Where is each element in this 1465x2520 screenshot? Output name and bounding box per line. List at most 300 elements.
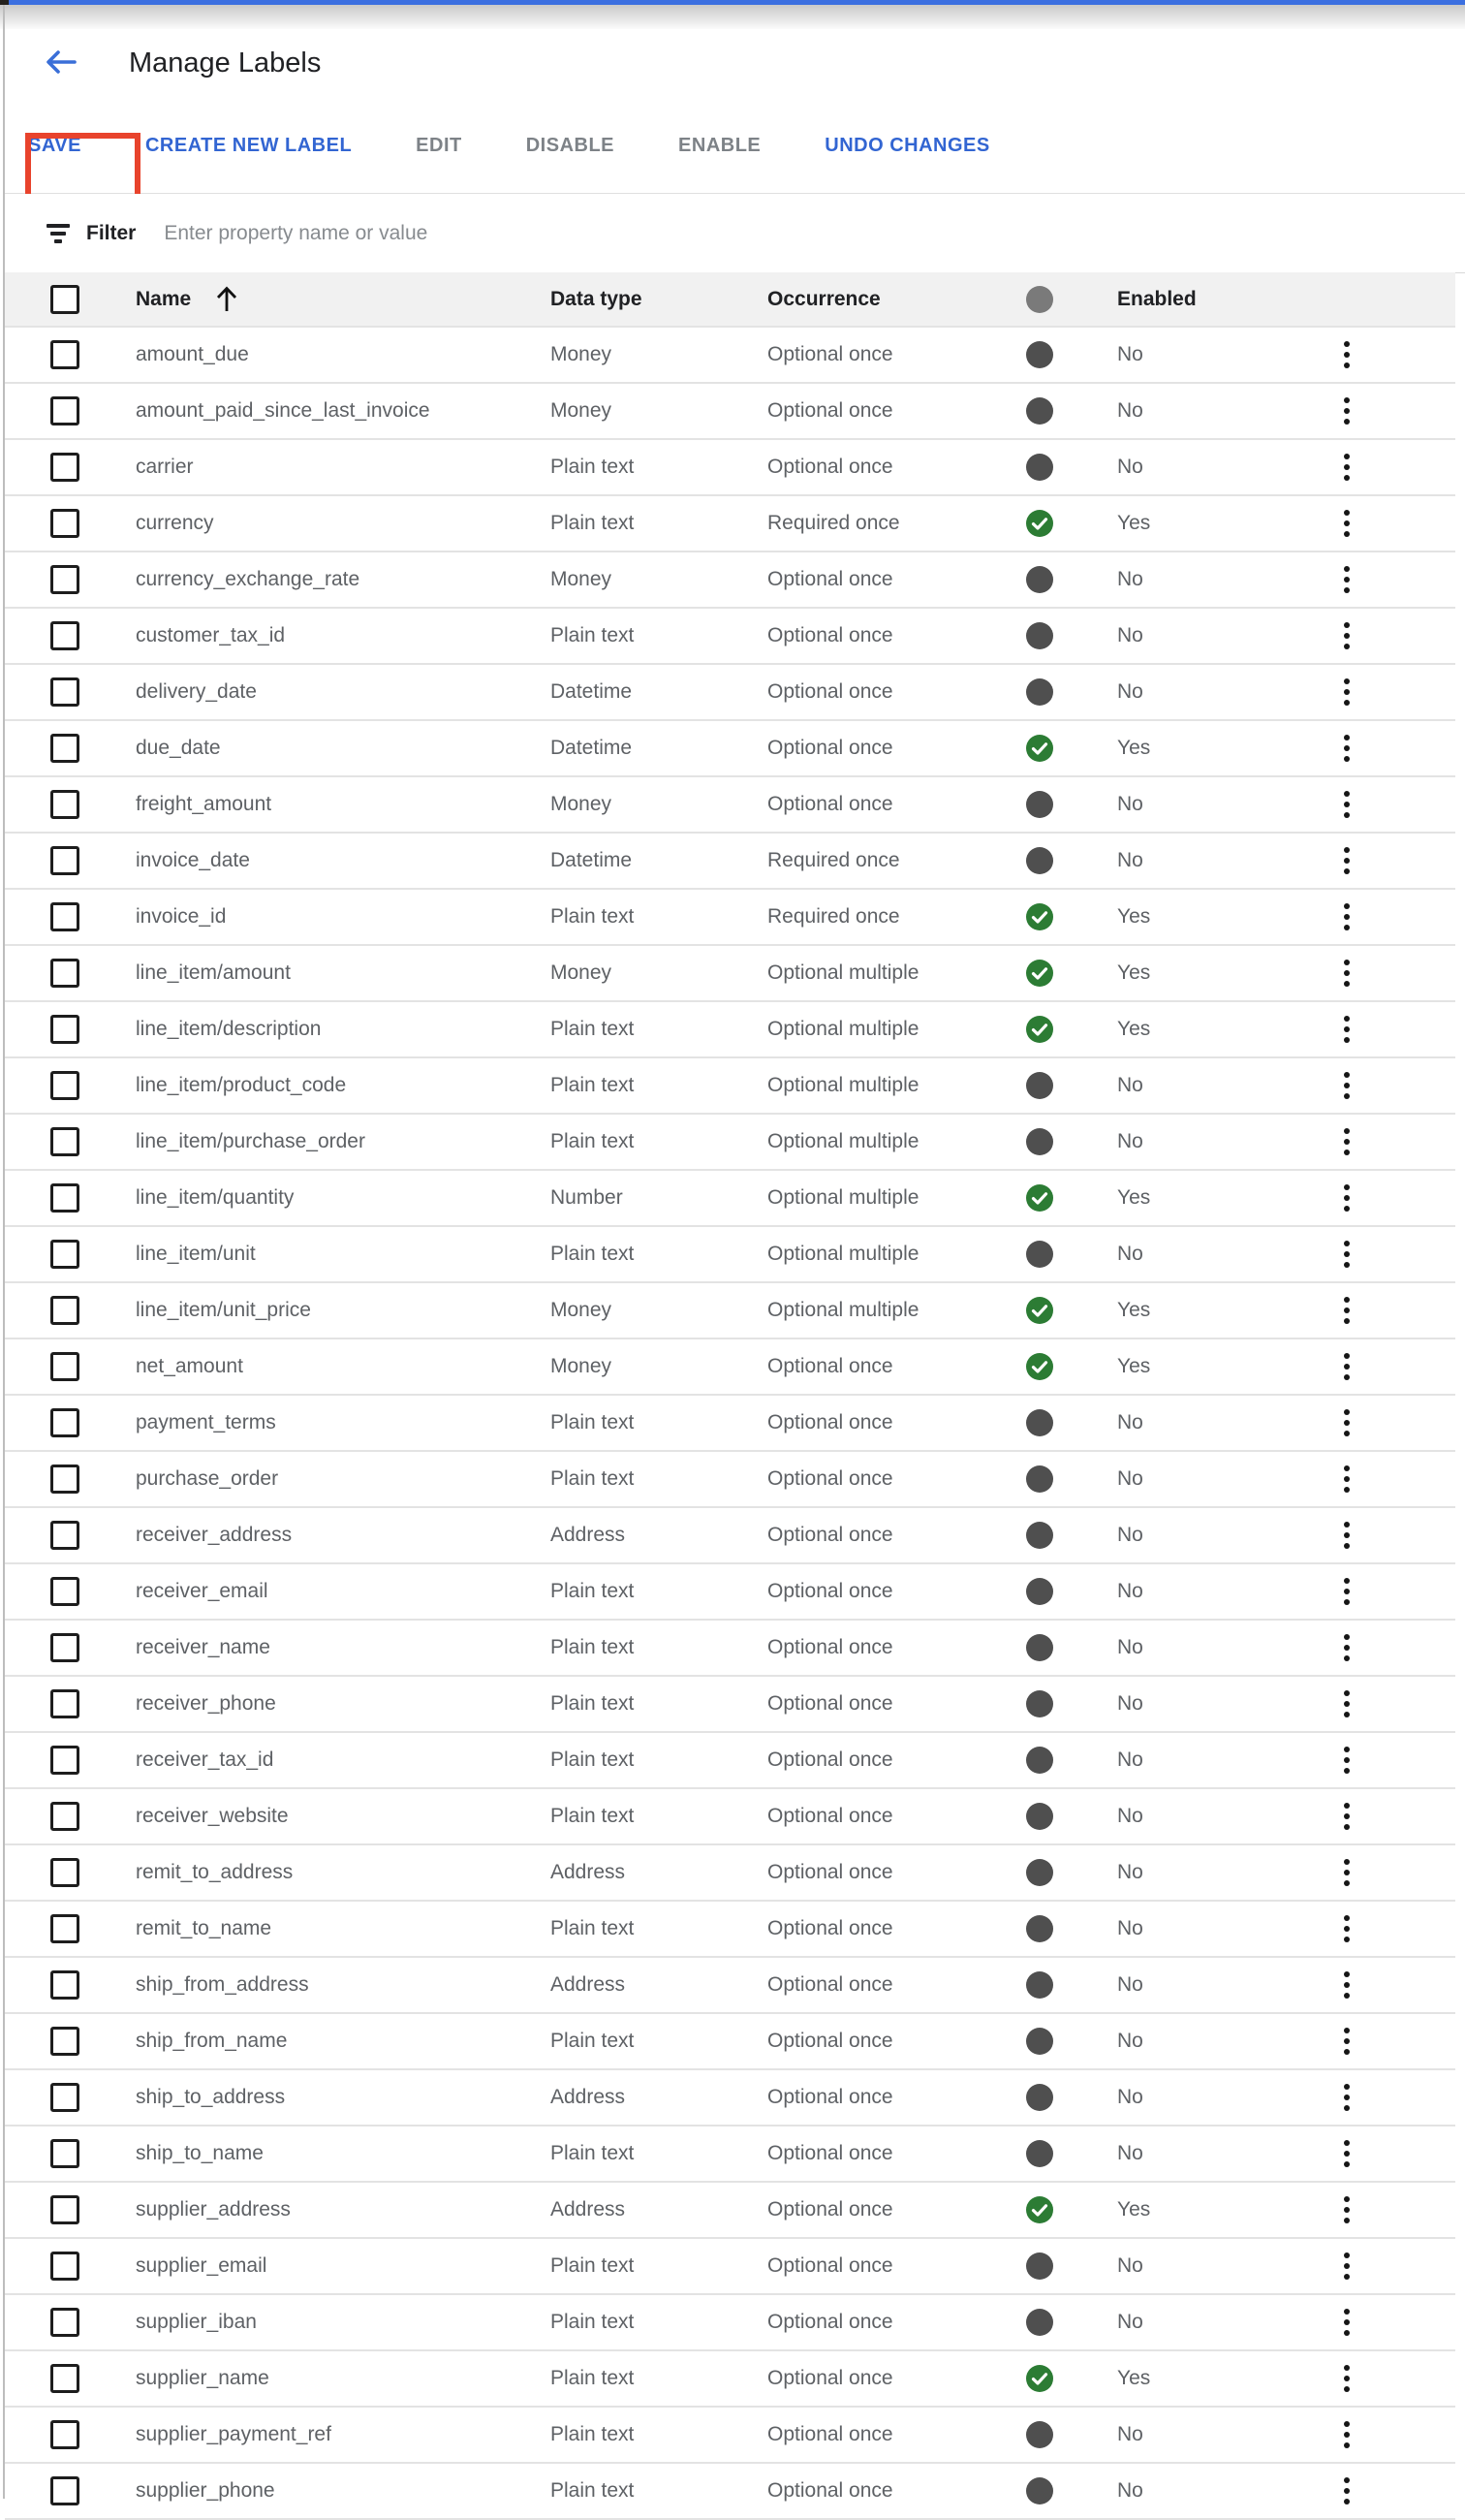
- label-data-type: Plain text: [550, 1805, 635, 1827]
- row-menu-button[interactable]: [1327, 1176, 1366, 1220]
- status-disabled-icon: [1026, 1578, 1053, 1605]
- row-checkbox-cell: [50, 2195, 79, 2224]
- label-data-type: Plain text: [550, 1636, 635, 1658]
- label-data-type: Money: [550, 399, 612, 422]
- row-checkbox[interactable]: [50, 790, 79, 819]
- status-cell: [1026, 2028, 1053, 2055]
- row-checkbox-cell: [50, 2308, 79, 2337]
- enabled-value: No: [1117, 2142, 1143, 2164]
- row-menu-button[interactable]: [1327, 1457, 1366, 1501]
- status-enabled-icon: [1026, 2365, 1053, 2392]
- enabled-value: Yes: [1117, 1186, 1151, 1209]
- label-occurrence: Optional once: [767, 680, 893, 703]
- status-disabled-icon: [1026, 1803, 1053, 1830]
- table-row: [5, 1677, 1455, 1733]
- label-name: ship_from_name: [136, 2030, 288, 2052]
- row-checkbox[interactable]: [50, 2252, 79, 2281]
- enabled-value: No: [1117, 343, 1143, 365]
- label-occurrence: Optional once: [767, 2423, 893, 2445]
- row-checkbox-cell: [50, 1914, 79, 1943]
- label-data-type: Plain text: [550, 512, 635, 534]
- status-cell: [1026, 2365, 1053, 2392]
- status-cell: [1026, 510, 1053, 537]
- row-checkbox-cell: [50, 621, 79, 650]
- label-data-type: Plain text: [550, 2254, 635, 2277]
- enabled-value: No: [1117, 1243, 1143, 1265]
- row-checkbox[interactable]: [50, 1465, 79, 1494]
- label-data-type: Plain text: [550, 1467, 635, 1490]
- save-button[interactable]: SAVE: [28, 134, 81, 156]
- row-checkbox[interactable]: [50, 1858, 79, 1887]
- row-checkbox[interactable]: [50, 1746, 79, 1775]
- table-row: [5, 2126, 1455, 2183]
- status-cell: [1026, 1634, 1053, 1661]
- row-checkbox[interactable]: [50, 2139, 79, 2168]
- status-cell: [1026, 2477, 1053, 2504]
- status-disabled-icon: [1026, 847, 1053, 874]
- label-name: delivery_date: [136, 680, 257, 703]
- edit-button[interactable]: EDIT: [416, 134, 462, 156]
- table-row: [5, 440, 1455, 496]
- status-cell: [1026, 397, 1053, 425]
- row-checkbox[interactable]: [50, 1240, 79, 1269]
- enabled-value: No: [1117, 399, 1143, 422]
- label-name: supplier_address: [136, 2198, 291, 2221]
- label-name: invoice_id: [136, 905, 227, 928]
- label-occurrence: Optional multiple: [767, 1130, 920, 1152]
- label-name: line_item/unit_price: [136, 1299, 311, 1321]
- row-menu-button[interactable]: [1327, 332, 1366, 377]
- status-cell: [1026, 1578, 1053, 1605]
- row-checkbox-cell: [50, 846, 79, 875]
- row-checkbox[interactable]: [50, 2476, 79, 2505]
- row-checkbox-cell: [50, 1465, 79, 1494]
- label-occurrence: Optional multiple: [767, 1018, 920, 1040]
- status-cell: [1026, 622, 1053, 649]
- enabled-value: No: [1117, 1636, 1143, 1658]
- status-disabled-icon: [1026, 2028, 1053, 2055]
- label-name: supplier_email: [136, 2254, 267, 2277]
- row-checkbox[interactable]: [50, 1015, 79, 1044]
- status-cell: [1026, 1016, 1053, 1043]
- row-checkbox-cell: [50, 1633, 79, 1662]
- column-header-status[interactable]: [1026, 286, 1053, 313]
- table-row: [5, 1115, 1455, 1171]
- enabled-value: Yes: [1117, 1018, 1151, 1040]
- row-checkbox[interactable]: [50, 2195, 79, 2224]
- top-shadow: [0, 5, 1465, 29]
- table-body: [5, 328, 1455, 2520]
- row-menu-button[interactable]: [1327, 1906, 1366, 1951]
- row-checkbox[interactable]: [50, 1521, 79, 1550]
- status-disabled-icon: [1026, 2140, 1053, 2167]
- label-name: line_item/quantity: [136, 1186, 295, 1209]
- status-enabled-icon: [1026, 2196, 1053, 2223]
- row-menu-button[interactable]: [1327, 838, 1366, 883]
- filter-bar: [5, 194, 1465, 273]
- label-name: remit_to_name: [136, 1917, 272, 1939]
- table-row: [5, 2070, 1455, 2126]
- row-menu-button[interactable]: [1327, 445, 1366, 489]
- status-disabled-icon: [1026, 341, 1053, 368]
- row-checkbox[interactable]: [50, 677, 79, 707]
- row-menu-button[interactable]: [1327, 1401, 1366, 1445]
- select-all-checkbox[interactable]: [50, 285, 79, 314]
- row-menu-button[interactable]: [1327, 1569, 1366, 1614]
- row-checkbox[interactable]: [50, 509, 79, 538]
- label-name: ship_to_name: [136, 2142, 264, 2164]
- label-occurrence: Optional once: [767, 1467, 893, 1490]
- status-disabled-icon: [1026, 2084, 1053, 2111]
- status-disabled-icon: [1026, 1971, 1053, 1999]
- enabled-value: No: [1117, 1580, 1143, 1602]
- row-menu-button[interactable]: [1327, 726, 1366, 771]
- row-menu-button[interactable]: [1327, 2244, 1366, 2288]
- label-name: line_item/description: [136, 1018, 322, 1040]
- table-row: [5, 1171, 1455, 1227]
- label-occurrence: Optional once: [767, 2311, 893, 2333]
- label-name: line_item/amount: [136, 961, 291, 984]
- label-name: supplier_payment_ref: [136, 2423, 331, 2445]
- row-checkbox[interactable]: [50, 846, 79, 875]
- label-occurrence: Optional once: [767, 1636, 893, 1658]
- row-checkbox-cell: [50, 1296, 79, 1325]
- row-checkbox-cell: [50, 1689, 79, 1718]
- label-occurrence: Optional multiple: [767, 961, 920, 984]
- label-data-type: Plain text: [550, 2479, 635, 2502]
- label-occurrence: Optional once: [767, 2086, 893, 2108]
- row-checkbox[interactable]: [50, 1127, 79, 1156]
- table-row: [5, 1508, 1455, 1564]
- row-checkbox-cell: [50, 902, 79, 931]
- row-checkbox[interactable]: [50, 2027, 79, 2056]
- row-menu-button[interactable]: [1327, 1513, 1366, 1558]
- status-cell: [1026, 903, 1053, 930]
- label-name: freight_amount: [136, 793, 272, 815]
- label-occurrence: Optional once: [767, 2198, 893, 2221]
- row-menu-button[interactable]: [1327, 2075, 1366, 2120]
- enabled-value: No: [1117, 2254, 1143, 2277]
- status-cell: [1026, 2084, 1053, 2111]
- label-data-type: Plain text: [550, 2142, 635, 2164]
- enabled-value: No: [1117, 793, 1143, 815]
- status-disabled-icon: [1026, 622, 1053, 649]
- row-menu-button[interactable]: [1327, 1063, 1366, 1108]
- row-checkbox-cell: [50, 2139, 79, 2168]
- label-name: receiver_address: [136, 1524, 293, 1546]
- enabled-value: No: [1117, 2030, 1143, 2052]
- label-data-type: Money: [550, 1355, 612, 1377]
- label-data-type: Plain text: [550, 2311, 635, 2333]
- row-checkbox-cell: [50, 1970, 79, 2000]
- label-occurrence: Required once: [767, 849, 900, 871]
- column-header-data-type[interactable]: Data type: [550, 287, 642, 310]
- label-occurrence: Required once: [767, 512, 900, 534]
- row-checkbox-cell: [50, 2476, 79, 2505]
- row-checkbox[interactable]: [50, 959, 79, 988]
- status-disabled-icon: [1026, 1465, 1053, 1493]
- row-menu-button[interactable]: [1327, 2019, 1366, 2063]
- row-menu-button[interactable]: [1327, 1625, 1366, 1670]
- row-menu-button[interactable]: [1327, 2300, 1366, 2345]
- label-occurrence: Required once: [767, 905, 900, 928]
- label-occurrence: Optional once: [767, 2142, 893, 2164]
- row-checkbox[interactable]: [50, 1183, 79, 1213]
- label-occurrence: Optional once: [767, 1692, 893, 1715]
- row-menu-button[interactable]: [1327, 1850, 1366, 1895]
- row-checkbox[interactable]: [50, 2364, 79, 2393]
- row-checkbox-cell: [50, 1802, 79, 1831]
- row-checkbox-cell: [50, 790, 79, 819]
- label-data-type: Address: [550, 1861, 626, 1883]
- row-checkbox[interactable]: [50, 902, 79, 931]
- row-menu-button[interactable]: [1327, 1119, 1366, 1164]
- enabled-value: No: [1117, 1973, 1143, 1996]
- row-checkbox-cell: [50, 509, 79, 538]
- label-name: receiver_website: [136, 1805, 289, 1827]
- label-data-type: Money: [550, 568, 612, 590]
- label-name: remit_to_address: [136, 1861, 294, 1883]
- row-checkbox[interactable]: [50, 1577, 79, 1606]
- status-cell: [1026, 566, 1053, 593]
- status-disabled-icon: [1026, 678, 1053, 706]
- back-button[interactable]: [42, 47, 80, 80]
- status-disabled-icon: [1026, 2252, 1053, 2280]
- enabled-value: No: [1117, 1467, 1143, 1490]
- label-name: line_item/unit: [136, 1243, 256, 1265]
- table-row: [5, 1452, 1455, 1508]
- status-enabled-icon: [1026, 510, 1053, 537]
- label-data-type: Plain text: [550, 1018, 635, 1040]
- status-cell: [1026, 678, 1053, 706]
- row-checkbox-cell: [50, 959, 79, 988]
- label-data-type: Plain text: [550, 1580, 635, 1602]
- row-menu-button[interactable]: [1327, 951, 1366, 995]
- label-data-type: Plain text: [550, 1748, 635, 1771]
- row-menu-button[interactable]: [1327, 1232, 1366, 1276]
- status-cell: [1026, 1522, 1053, 1549]
- enabled-value: Yes: [1117, 961, 1151, 984]
- status-cell: [1026, 1353, 1053, 1380]
- label-occurrence: Optional once: [767, 2479, 893, 2502]
- table-row: [5, 552, 1455, 609]
- page-title: Manage Labels: [129, 47, 322, 79]
- row-checkbox[interactable]: [50, 1408, 79, 1437]
- column-header-enabled[interactable]: Enabled: [1117, 287, 1197, 310]
- row-checkbox[interactable]: [50, 396, 79, 425]
- status-disabled-icon: [1026, 2477, 1053, 2504]
- row-menu-button[interactable]: [1327, 670, 1366, 714]
- row-checkbox[interactable]: [50, 1633, 79, 1662]
- row-checkbox-cell: [50, 734, 79, 763]
- row-checkbox[interactable]: [50, 1071, 79, 1100]
- status-cell: [1026, 2140, 1053, 2167]
- enabled-value: No: [1117, 1074, 1143, 1096]
- label-name: due_date: [136, 737, 221, 759]
- row-menu-button[interactable]: [1327, 895, 1366, 939]
- row-menu-button[interactable]: [1327, 2469, 1366, 2513]
- row-checkbox[interactable]: [50, 565, 79, 594]
- create-new-label-button[interactable]: CREATE NEW LABEL: [144, 134, 353, 156]
- page-header: [5, 29, 1465, 99]
- row-menu-button[interactable]: [1327, 1963, 1366, 2007]
- status-disabled-icon: [1026, 791, 1053, 818]
- row-menu-button[interactable]: [1327, 557, 1366, 602]
- table-row: [5, 665, 1455, 721]
- row-menu-button[interactable]: [1327, 1344, 1366, 1389]
- enabled-value: No: [1117, 1805, 1143, 1827]
- label-name: line_item/product_code: [136, 1074, 347, 1096]
- row-menu-button[interactable]: [1327, 2412, 1366, 2457]
- label-occurrence: Optional once: [767, 1917, 893, 1939]
- label-data-type: Datetime: [550, 849, 633, 871]
- status-enabled-icon: [1026, 960, 1053, 987]
- filter-icon: [46, 223, 71, 244]
- row-checkbox-cell: [50, 1352, 79, 1381]
- label-name: receiver_name: [136, 1636, 270, 1658]
- row-menu-button[interactable]: [1327, 1682, 1366, 1726]
- label-data-type: Plain text: [550, 1130, 635, 1152]
- label-name: supplier_name: [136, 2367, 269, 2389]
- status-cell: [1026, 1465, 1053, 1493]
- row-checkbox[interactable]: [50, 1352, 79, 1381]
- row-checkbox[interactable]: [50, 453, 79, 482]
- filter-input[interactable]: [162, 221, 1465, 246]
- undo-changes-button[interactable]: UNDO CHANGES: [825, 134, 990, 156]
- label-occurrence: Optional once: [767, 2367, 893, 2389]
- row-menu-button[interactable]: [1327, 389, 1366, 433]
- row-checkbox[interactable]: [50, 1689, 79, 1718]
- status-cell: [1026, 2309, 1053, 2336]
- row-menu-button[interactable]: [1327, 614, 1366, 658]
- label-name: receiver_phone: [136, 1692, 276, 1715]
- enabled-value: No: [1117, 1130, 1143, 1152]
- status-cell: [1026, 735, 1053, 762]
- status-disabled-icon: [1026, 1522, 1053, 1549]
- column-header-occurrence[interactable]: Occurrence: [767, 287, 881, 310]
- row-checkbox[interactable]: [50, 340, 79, 369]
- row-checkbox[interactable]: [50, 2083, 79, 2112]
- row-checkbox-cell: [50, 1408, 79, 1437]
- enabled-value: No: [1117, 1917, 1143, 1939]
- label-occurrence: Optional once: [767, 568, 893, 590]
- label-name: ship_to_address: [136, 2086, 286, 2108]
- label-name: ship_from_address: [136, 1973, 309, 1996]
- label-name: line_item/purchase_order: [136, 1130, 365, 1152]
- table-row: [5, 1283, 1455, 1339]
- table-row: [5, 2183, 1455, 2239]
- table-row: [5, 1002, 1455, 1058]
- row-checkbox-cell: [50, 1746, 79, 1775]
- row-checkbox-cell: [50, 1071, 79, 1100]
- enabled-value: No: [1117, 1524, 1143, 1546]
- row-checkbox-cell: [50, 1183, 79, 1213]
- status-cell: [1026, 2252, 1053, 2280]
- label-name: customer_tax_id: [136, 624, 286, 646]
- enabled-value: Yes: [1117, 1299, 1151, 1321]
- table-row: [5, 1958, 1455, 2014]
- label-data-type: Plain text: [550, 624, 635, 646]
- enabled-value: No: [1117, 2086, 1143, 2108]
- label-data-type: Address: [550, 1524, 626, 1546]
- row-checkbox[interactable]: [50, 2308, 79, 2337]
- row-menu-button[interactable]: [1327, 2131, 1366, 2176]
- row-menu-button[interactable]: [1327, 1738, 1366, 1782]
- row-checkbox[interactable]: [50, 1970, 79, 2000]
- table-row: [5, 2408, 1455, 2464]
- row-menu-button[interactable]: [1327, 1007, 1366, 1052]
- status-cell: [1026, 2196, 1053, 2223]
- label-occurrence: Optional multiple: [767, 1243, 920, 1265]
- row-checkbox[interactable]: [50, 734, 79, 763]
- row-menu-button[interactable]: [1327, 501, 1366, 546]
- label-data-type: Number: [550, 1186, 623, 1209]
- column-header-name[interactable]: Name: [136, 287, 192, 310]
- row-checkbox-cell: [50, 1858, 79, 1887]
- back-arrow-icon: [44, 47, 78, 79]
- table-row: [5, 1227, 1455, 1283]
- row-checkbox[interactable]: [50, 2420, 79, 2449]
- status-disabled-icon: [1026, 1747, 1053, 1774]
- label-data-type: Plain text: [550, 1074, 635, 1096]
- label-data-type: Address: [550, 1973, 626, 1996]
- row-checkbox-cell: [50, 2252, 79, 2281]
- label-data-type: Address: [550, 2198, 626, 2221]
- status-cell: [1026, 1971, 1053, 1999]
- row-menu-button[interactable]: [1327, 1794, 1366, 1839]
- row-checkbox-cell: [50, 396, 79, 425]
- table-row: [5, 1621, 1455, 1677]
- status-column-dot-icon: [1026, 286, 1053, 313]
- table-row: [5, 1396, 1455, 1452]
- row-checkbox[interactable]: [50, 1914, 79, 1943]
- table-row: [5, 2351, 1455, 2408]
- enable-button[interactable]: ENABLE: [678, 134, 762, 156]
- enabled-value: Yes: [1117, 737, 1151, 759]
- status-cell: [1026, 1241, 1053, 1268]
- row-checkbox[interactable]: [50, 1296, 79, 1325]
- label-data-type: Money: [550, 961, 612, 984]
- table-row: [5, 2295, 1455, 2351]
- row-checkbox[interactable]: [50, 621, 79, 650]
- status-enabled-icon: [1026, 1353, 1053, 1380]
- label-occurrence: Optional once: [767, 1524, 893, 1546]
- status-cell: [1026, 847, 1053, 874]
- label-name: supplier_phone: [136, 2479, 275, 2502]
- sort-ascending-icon[interactable]: [214, 285, 239, 314]
- status-cell: [1026, 1690, 1053, 1717]
- label-name: currency: [136, 512, 214, 534]
- enabled-value: Yes: [1117, 905, 1151, 928]
- label-data-type: Plain text: [550, 1243, 635, 1265]
- label-occurrence: Optional once: [767, 1861, 893, 1883]
- enabled-value: No: [1117, 849, 1143, 871]
- row-menu-button[interactable]: [1327, 2356, 1366, 2401]
- label-data-type: Plain text: [550, 2423, 635, 2445]
- status-disabled-icon: [1026, 1859, 1053, 1886]
- label-name: receiver_email: [136, 1580, 268, 1602]
- label-data-type: Plain text: [550, 1411, 635, 1433]
- status-enabled-icon: [1026, 1184, 1053, 1212]
- label-data-type: Plain text: [550, 2030, 635, 2052]
- status-cell: [1026, 1747, 1053, 1774]
- row-menu-button[interactable]: [1327, 1288, 1366, 1333]
- row-menu-button[interactable]: [1327, 2188, 1366, 2232]
- row-checkbox[interactable]: [50, 1802, 79, 1831]
- disable-button[interactable]: DISABLE: [525, 134, 615, 156]
- row-menu-button[interactable]: [1327, 782, 1366, 827]
- row-checkbox-cell: [50, 2083, 79, 2112]
